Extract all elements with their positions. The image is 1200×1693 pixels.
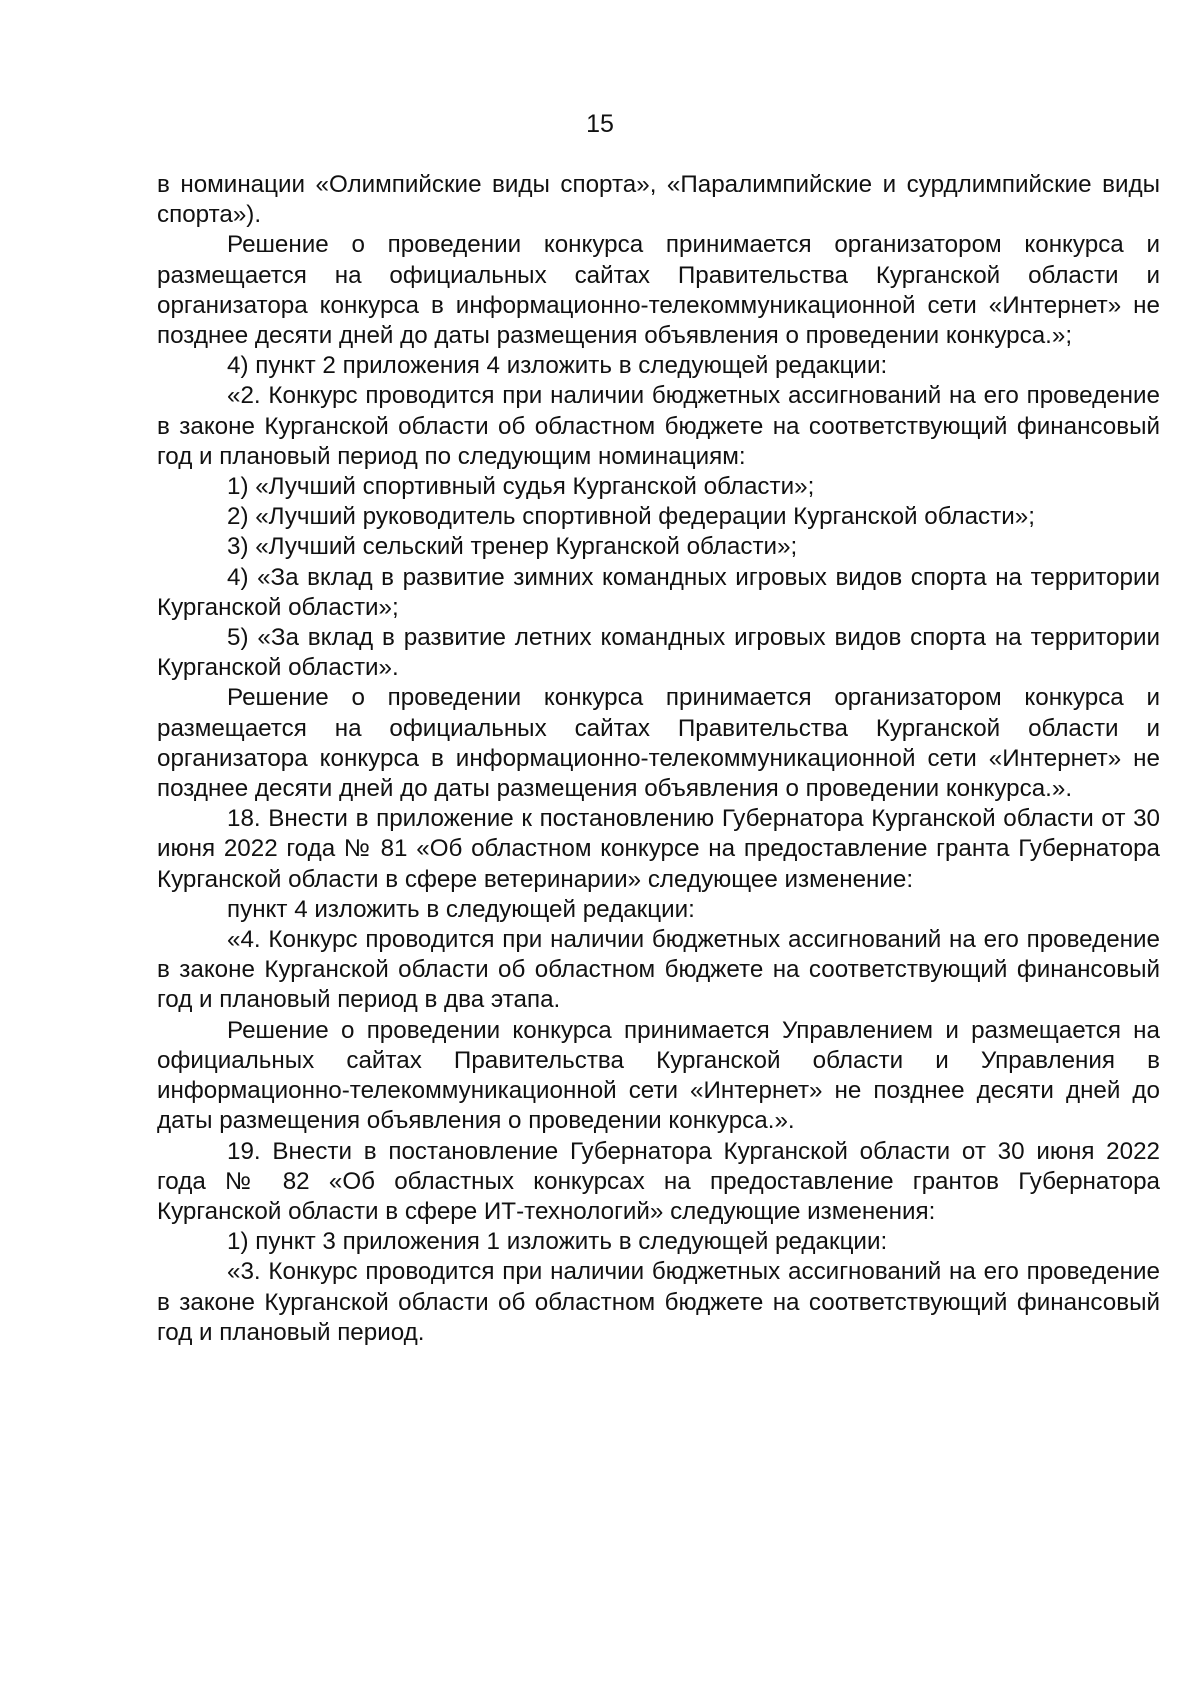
list-item: 2) «Лучший руководитель спортивной федерации Курганской области»; [227,503,1035,531]
paragraph: 4) пункт 2 приложения 4 изложить в следующей редакции: [227,352,888,380]
paragraph: 19. Внести в постановление Губернатора Курганской области от 30 июня 2022 года № 82 «Об областных конкурсах на предоставление грантов Губернатора Курганской области в сфере ИТ-технологий» следующие изменения: [157,1137,1160,1225]
paragraph: пункт 4 изложить в следующей редакции: [227,895,695,923]
paragraph: 18. Внести в приложение к постановлению Губернатора Курганской области от 30 июня 2022 года № 81 «Об областном конкурсе на предоставление гранта Губернатора Курганской области в сфере ветеринарии» следующее изменение: [157,805,1160,893]
paragraph: «4. Конкурс проводится при наличии бюджетных ассигнований на его проведение в законе Курганской области об областном бюджете на соответствующий финансовый год и плановый период в два этапа. [157,926,1160,1014]
paragraph: 1) пункт 3 приложения 1 изложить в следующей редакции: [227,1228,888,1256]
paragraph: «3. Конкурс проводится при наличии бюджетных ассигнований на его проведение в законе Курганской области об областном бюджете на соответствующий финансовый год и плановый период. [157,1258,1160,1346]
paragraph: «2. Конкурс проводится при наличии бюджетных ассигнований на его проведение в законе Курганской области об областном бюджете на соответствующий финансовый год и плановый период по следующим номинациям: [157,382,1160,470]
list-item: 3) «Лучший сельский тренер Курганской области»; [227,533,798,561]
paragraph: Решение о проведении конкурса принимается организатором конкурса и размещается на официальных сайтах Правительства Курганской области и организатора конкурса в информационно-телекоммуникационной сети «Интернет» не позднее десяти дней до даты размещения объявления о проведении конкурса.». [157,684,1160,803]
paragraph: в номинации «Олимпийские виды спорта», «Паралимпийские и сурдлимпийские виды спорта»). [157,171,1160,229]
document-body [157,170,1160,1348]
paragraph: Решение о проведении конкурса принимается организатором конкурса и размещается на официальных сайтах Правительства Курганской области и организатора конкурса в информационно-телекоммуникационной сети «Интернет» не позднее десяти дней до даты размещения объявления о проведении конкурса.»; [157,231,1160,350]
list-item: 1) «Лучший спортивный судья Курганской области»; [227,473,815,501]
page-number: 15 [586,110,614,138]
list-item: 4) «За вклад в развитие зимних командных игровых видов спорта на территории Курганской области»; [157,563,1160,621]
paragraph: Решение о проведении конкурса принимается Управлением и размещается на официальных сайтах Правительства Курганской области и Управления в информационно-телекоммуникационной сети «Интернет» не позднее десяти дней до даты размещения объявления о проведении конкурса.». [157,1016,1160,1135]
list-item: 5) «За вклад в развитие летних командных игровых видов спорта на территории Курганской области». [157,624,1160,682]
